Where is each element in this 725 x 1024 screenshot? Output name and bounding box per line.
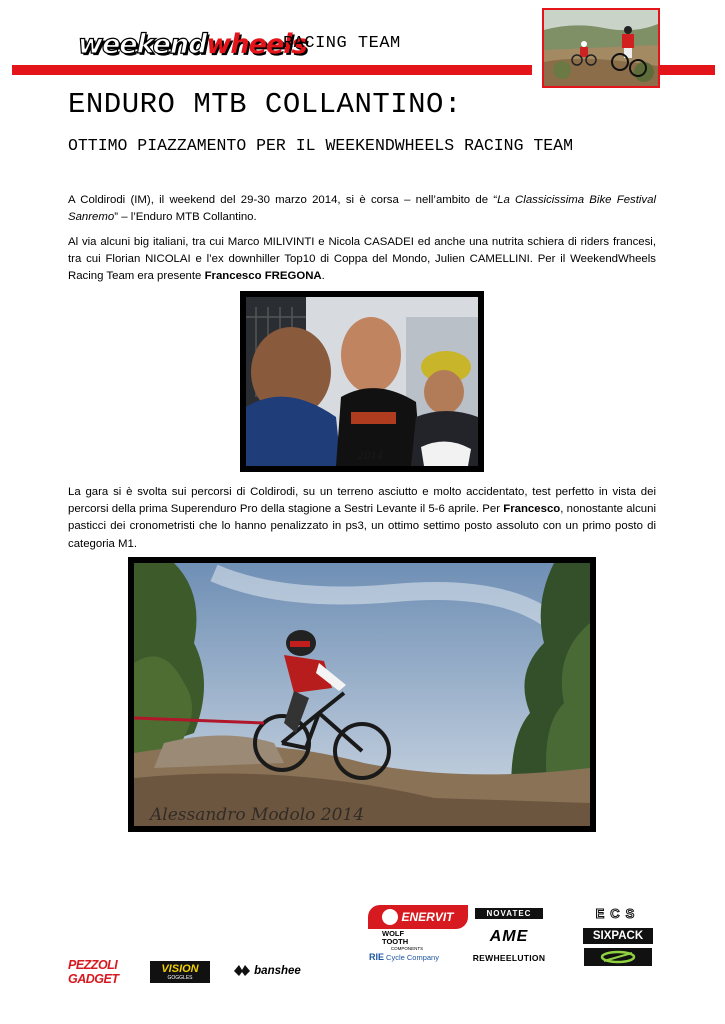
rider-first-name: Francesco — [503, 503, 561, 516]
sponsor-wolftooth-logo: WOLF TOOTH COMPONENTS — [382, 929, 424, 951]
sponsor-ecs-logo: ECS — [595, 905, 641, 921]
sponsor-ecs-mark-logo — [584, 948, 652, 966]
paragraph-2: Al via alcuni big italiani, tra cui Marco MILIVINTI e Nicola CASADEI ed anche una nutrita schiera di riders francesi, tra cui Florian NICOLAI e l’ex downhiller Top10 di Coppa del Mondo, Julien CAMELLINI. Per il WeekendWheels Racing Team era presente Francesco FREGONA. — [68, 236, 656, 283]
header-photo-riders — [542, 8, 660, 88]
sponsor-rie-logo: RIE Cycle Company — [369, 952, 439, 962]
paragraph-1: A Coldirodi (IM), il weekend del 29-30 marzo 2014, si è corsa – nell’ambito de “La Classicissima Bike Festival Sanremo” – l’Enduro MTB Collantino. — [68, 194, 656, 224]
photo2-watermark: Alessandro Modolo 2014 — [150, 805, 365, 825]
logo-part-weekend: weekend — [78, 29, 207, 60]
sponsor-vision-logo: VISION GOGGLES — [150, 961, 210, 983]
sponsor-pezzoli-logo: PEZZOLI GADGET — [68, 958, 119, 986]
ecs-mark-icon — [598, 950, 638, 964]
sponsor-banshee-logo: banshee — [224, 962, 310, 980]
photo-rider-action — [128, 557, 596, 832]
header-red-bar-right — [657, 65, 715, 75]
sponsor-ame-logo: AME — [489, 928, 529, 945]
photo-riders-portrait — [240, 291, 484, 472]
banshee-mark-icon — [233, 964, 251, 978]
header-racing-team: RACING TEAM — [283, 34, 401, 53]
logo-part-wheels: wheels — [206, 29, 307, 60]
sponsor-sixpack-logo: SIXPACK — [583, 928, 653, 944]
enervit-mark-icon — [382, 909, 398, 925]
photo1-watermark: 2014 — [358, 451, 384, 462]
sponsor-rewheelution-logo: REWHEELUTION — [472, 953, 546, 963]
sponsor-enervit-logo: ENERVIT — [368, 905, 468, 929]
paragraph-3: La gara si è svolta sui percorsi di Coldirodi, su un terreno asciutto e molto accidentato, test perfetto in vista dei percorsi della prima Superenduro Pro della stagione a Sestri Levante il 5-6 aprile. Per Francesco, nonostante alcuni pasticci dei cronometristi che lo hanno penalizzato in ps3, un ottimo settimo posto assoluto con un primo posto di categoria M1. — [68, 486, 656, 550]
sponsor-novatec-logo: NOVATEC — [475, 908, 543, 919]
header-red-bar — [12, 65, 532, 75]
article-subtitle: OTTIMO PIAZZAMENTO PER IL WEEKENDWHEELS RACING TEAM — [68, 136, 573, 155]
weekendwheels-logo — [78, 30, 307, 60]
rider-name: Francesco FREGONA — [204, 270, 322, 283]
event-name: La Classicissima Bike Festival Sanremo — [68, 194, 656, 224]
article-title: ENDURO MTB COLLANTINO: — [68, 88, 462, 121]
